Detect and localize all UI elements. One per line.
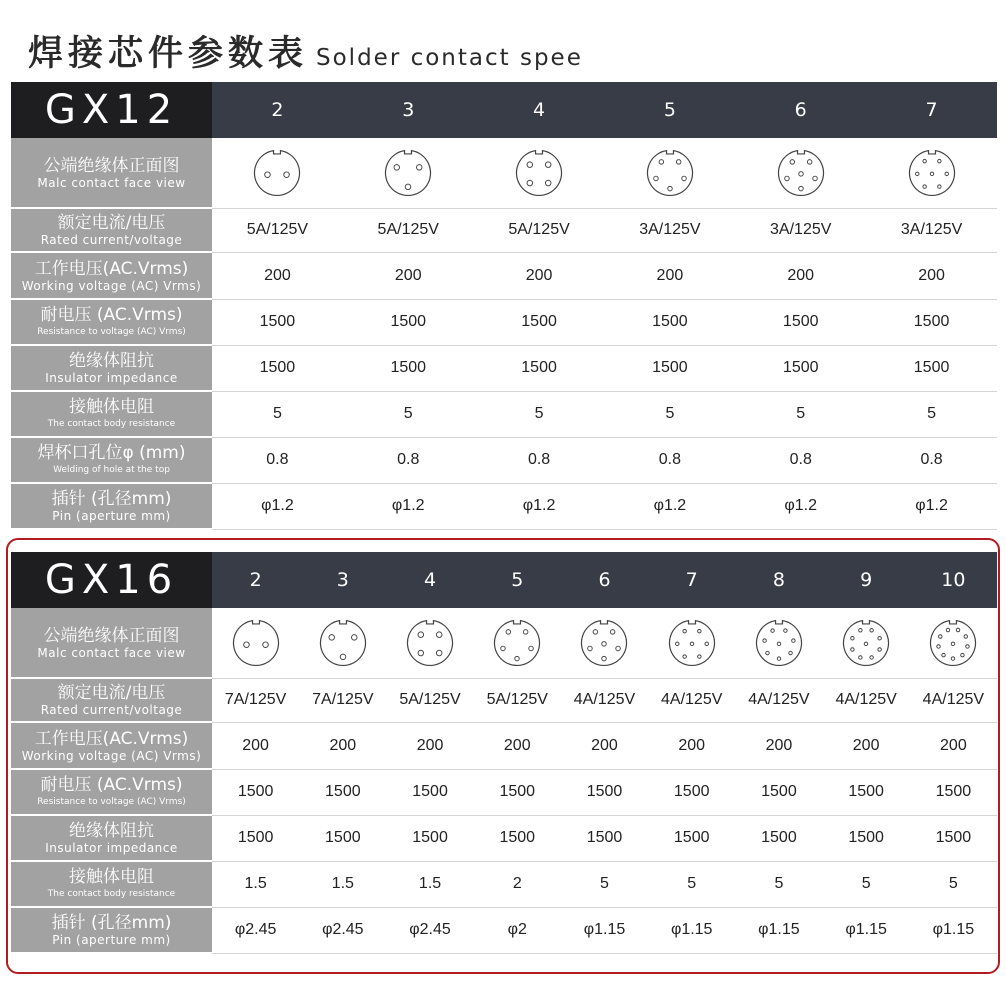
table-cell: 200 — [299, 722, 386, 769]
table-row — [11, 138, 997, 208]
table-row — [11, 769, 997, 815]
row-label-en: Insulator impedance — [45, 371, 178, 385]
row-label — [11, 861, 212, 907]
row-label-en: Working voltage (AC) Vrms) — [21, 278, 202, 293]
row-label-en: Pin (aperture mm) — [52, 509, 171, 523]
table-cell: 200 — [735, 722, 822, 769]
table-row — [11, 299, 997, 345]
table-row — [11, 608, 997, 678]
table-cell: 200 — [648, 722, 735, 769]
table-cell: 3A/125V — [604, 208, 735, 252]
connector-face-icon — [230, 617, 282, 669]
table-cell: 5 — [735, 391, 866, 437]
connector-face-icon — [753, 617, 805, 669]
connector-face-cell — [910, 608, 997, 678]
row-label — [11, 437, 212, 483]
connector-face-icon — [644, 147, 696, 199]
row-label-en: The contact body resistance — [47, 889, 176, 899]
table-cell: φ2.45 — [386, 907, 473, 953]
table-row — [11, 483, 997, 529]
row-label-zh: 公端绝缘体正面图 — [43, 625, 180, 646]
table-cell: 200 — [561, 722, 648, 769]
table-cell: 1500 — [343, 299, 474, 345]
table-cell: 3A/125V — [866, 208, 997, 252]
gx16-spec-table — [11, 552, 997, 954]
table-cell: 5A/125V — [212, 208, 343, 252]
table-cell: 1500 — [866, 299, 997, 345]
row-label — [11, 391, 212, 437]
table-cell: 1500 — [648, 815, 735, 861]
table-row — [11, 861, 997, 907]
row-label — [11, 138, 212, 208]
pin-count-header: 7 — [648, 552, 735, 608]
table-cell: 0.8 — [343, 437, 474, 483]
table-cell: 5A/125V — [343, 208, 474, 252]
table-cell: 2 — [474, 861, 561, 907]
row-label-zh: 额定电流/电压 — [57, 683, 166, 703]
pin-count-header: 3 — [343, 82, 474, 138]
connector-face-icon — [840, 617, 892, 669]
row-label-en: Resistance to voltage (AC) Vrms) — [37, 797, 186, 807]
table-cell: 1500 — [561, 815, 648, 861]
table-cell: 7A/125V — [212, 678, 299, 722]
table-cell: φ2.45 — [299, 907, 386, 953]
table-row — [11, 907, 997, 953]
row-label-zh: 耐电压 (AC.Vrms) — [40, 775, 183, 795]
connector-face-icon — [404, 617, 456, 669]
table-cell: 4A/125V — [561, 678, 648, 722]
table-cell: φ1.2 — [474, 483, 605, 529]
table-cell: 1500 — [648, 769, 735, 815]
table-cell: 200 — [823, 722, 910, 769]
connector-face-cell — [343, 138, 474, 208]
connector-face-icon — [317, 617, 369, 669]
table-cell: 1500 — [866, 345, 997, 391]
row-label — [11, 907, 212, 953]
table-cell: 0.8 — [604, 437, 735, 483]
table-cell: 0.8 — [735, 437, 866, 483]
table-cell: 5 — [343, 391, 474, 437]
row-label — [11, 252, 212, 299]
connector-face-cell — [299, 608, 386, 678]
row-label-zh: 接触体电阻 — [69, 867, 154, 887]
connector-face-icon — [491, 617, 543, 669]
table-cell: 1500 — [910, 815, 997, 861]
row-label-zh: 插针 (孔径mm) — [51, 913, 172, 933]
table-cell: 5 — [604, 391, 735, 437]
table-cell: φ1.2 — [604, 483, 735, 529]
connector-face-cell — [735, 138, 866, 208]
connector-face-cell — [823, 608, 910, 678]
row-label — [11, 608, 212, 678]
table-row — [11, 252, 997, 299]
pin-count-header: 7 — [866, 82, 997, 138]
table-cell: 200 — [910, 722, 997, 769]
table-cell: 1500 — [386, 769, 473, 815]
pin-count-header: 5 — [604, 82, 735, 138]
row-label-en: Rated current/voltage — [40, 703, 183, 717]
table-cell: 1500 — [735, 769, 822, 815]
table-cell: 5 — [561, 861, 648, 907]
pin-count-header: 2 — [212, 552, 299, 608]
table-cell: 0.8 — [474, 437, 605, 483]
row-label-zh: 工作电压(AC.Vrms) — [34, 728, 189, 749]
row-label-en: Welding of hole at the top — [53, 465, 170, 475]
table-cell: 5 — [823, 861, 910, 907]
table-row — [11, 722, 997, 769]
table-cell: 200 — [604, 252, 735, 299]
connector-face-icon — [251, 147, 303, 199]
table-cell: φ2 — [474, 907, 561, 953]
connector-face-icon — [666, 617, 718, 669]
row-label-en: Pin (aperture mm) — [52, 933, 171, 947]
connector-face-cell — [474, 608, 561, 678]
table-cell: 5A/125V — [474, 208, 605, 252]
table-cell: 5 — [648, 861, 735, 907]
table-cell: 3A/125V — [735, 208, 866, 252]
row-label — [11, 722, 212, 769]
table-row — [11, 815, 997, 861]
table-cell: 1500 — [735, 815, 822, 861]
row-label-zh: 焊杯口孔位φ (mm) — [37, 443, 186, 463]
row-label — [11, 299, 212, 345]
table-cell: 1500 — [561, 769, 648, 815]
table-cell: 1500 — [212, 345, 343, 391]
table-cell: 5 — [474, 391, 605, 437]
table-cell: 1500 — [343, 345, 474, 391]
table-cell: φ1.2 — [866, 483, 997, 529]
table-header-row — [11, 552, 997, 608]
table-cell: 1500 — [604, 345, 735, 391]
table-cell: φ1.15 — [561, 907, 648, 953]
table-cell: φ1.15 — [648, 907, 735, 953]
row-label-zh: 额定电流/电压 — [57, 213, 166, 233]
table-cell: 200 — [474, 252, 605, 299]
connector-face-cell — [866, 138, 997, 208]
connector-face-cell — [561, 608, 648, 678]
table-cell: φ1.15 — [823, 907, 910, 953]
table-cell: 0.8 — [212, 437, 343, 483]
table-row — [11, 345, 997, 391]
table-cell: 1500 — [474, 299, 605, 345]
connector-face-cell — [735, 608, 822, 678]
row-label-zh: 公端绝缘体正面图 — [43, 155, 180, 176]
table-row — [11, 208, 997, 252]
row-label-en: The contact body resistance — [47, 419, 176, 429]
connector-face-icon — [906, 147, 958, 199]
pin-count-header: 10 — [910, 552, 997, 608]
table-cell: 5 — [212, 391, 343, 437]
table-cell: φ1.2 — [735, 483, 866, 529]
table-row — [11, 391, 997, 437]
table-cell: 1.5 — [212, 861, 299, 907]
connector-face-cell — [604, 138, 735, 208]
table-cell: 200 — [386, 722, 473, 769]
table-cell: 1500 — [212, 815, 299, 861]
table-cell: φ1.2 — [343, 483, 474, 529]
gx12-spec-table — [11, 82, 997, 530]
table-cell: 1500 — [212, 769, 299, 815]
table-cell: 5 — [735, 861, 822, 907]
row-label-zh: 接触体电阻 — [69, 397, 154, 417]
table-cell: 1500 — [735, 345, 866, 391]
row-label — [11, 815, 212, 861]
row-label-en: Working voltage (AC) Vrms) — [21, 748, 202, 763]
table-cell: 1500 — [299, 769, 386, 815]
table-cell: 5A/125V — [474, 678, 561, 722]
row-label-zh: 插针 (孔径mm) — [51, 489, 172, 509]
table-cell: 200 — [866, 252, 997, 299]
title-zh: 焊接芯件参数表 — [28, 34, 309, 74]
table-cell: 7A/125V — [299, 678, 386, 722]
row-label-zh: 绝缘体阻抗 — [69, 821, 154, 841]
row-label — [11, 483, 212, 529]
table-cell: 5 — [866, 391, 997, 437]
pin-count-header: 5 — [474, 552, 561, 608]
table-cell: 4A/125V — [735, 678, 822, 722]
connector-face-cell — [212, 608, 299, 678]
connector-face-cell — [648, 608, 735, 678]
row-label — [11, 345, 212, 391]
table-header-row — [11, 82, 997, 138]
row-label-en: Resistance to voltage (AC) Vrms) — [37, 327, 186, 337]
pin-count-header: 6 — [561, 552, 648, 608]
pin-count-header: 4 — [386, 552, 473, 608]
pin-count-header: 8 — [735, 552, 822, 608]
model-name: GX16 — [11, 552, 212, 608]
table-cell: 1500 — [735, 299, 866, 345]
table-cell: 200 — [474, 722, 561, 769]
connector-face-icon — [927, 617, 979, 669]
connector-face-icon — [578, 617, 630, 669]
table-cell: 1500 — [474, 345, 605, 391]
table-cell: φ1.15 — [735, 907, 822, 953]
table-cell: 4A/125V — [823, 678, 910, 722]
table-cell: 5 — [910, 861, 997, 907]
table-cell: 1500 — [474, 769, 561, 815]
table-cell: 4A/125V — [648, 678, 735, 722]
table-cell: 1500 — [604, 299, 735, 345]
table-cell: 200 — [343, 252, 474, 299]
row-label-en: Rated current/voltage — [40, 233, 183, 247]
table-cell: 1500 — [474, 815, 561, 861]
table-cell: 200 — [212, 722, 299, 769]
pin-count-header: 9 — [823, 552, 910, 608]
connector-face-cell — [474, 138, 605, 208]
table-cell: 1.5 — [386, 861, 473, 907]
row-label-en: Malc contact face view — [37, 175, 186, 190]
table-cell: 1500 — [299, 815, 386, 861]
table-cell: 1500 — [823, 815, 910, 861]
table-cell: 1.5 — [299, 861, 386, 907]
table-cell: 200 — [212, 252, 343, 299]
pin-count-header: 3 — [299, 552, 386, 608]
table-cell: 4A/125V — [910, 678, 997, 722]
table-cell: φ1.2 — [212, 483, 343, 529]
table-cell: 200 — [735, 252, 866, 299]
table-cell: 1500 — [910, 769, 997, 815]
connector-face-icon — [775, 147, 827, 199]
row-label-en: Insulator impedance — [45, 841, 178, 855]
pin-count-header: 2 — [212, 82, 343, 138]
row-label — [11, 678, 212, 722]
connector-face-cell — [386, 608, 473, 678]
table-cell: 5A/125V — [386, 678, 473, 722]
row-label — [11, 208, 212, 252]
table-cell: 1500 — [212, 299, 343, 345]
row-label-zh: 工作电压(AC.Vrms) — [34, 258, 189, 279]
row-label-zh: 耐电压 (AC.Vrms) — [40, 305, 183, 325]
pin-count-header: 4 — [474, 82, 605, 138]
table-cell: φ1.15 — [910, 907, 997, 953]
row-label — [11, 769, 212, 815]
row-label-en: Malc contact face view — [37, 645, 186, 660]
connector-face-cell — [212, 138, 343, 208]
page-title — [28, 26, 583, 72]
table-cell: 1500 — [386, 815, 473, 861]
row-label-zh: 绝缘体阻抗 — [69, 351, 154, 371]
model-name: GX12 — [11, 82, 212, 138]
table-row — [11, 678, 997, 722]
table-cell: φ2.45 — [212, 907, 299, 953]
title-en: Solder contact spee — [316, 45, 583, 71]
table-cell: 1500 — [823, 769, 910, 815]
table-row — [11, 437, 997, 483]
connector-face-icon — [382, 147, 434, 199]
pin-count-header: 6 — [735, 82, 866, 138]
table-cell: 0.8 — [866, 437, 997, 483]
connector-face-icon — [513, 147, 565, 199]
